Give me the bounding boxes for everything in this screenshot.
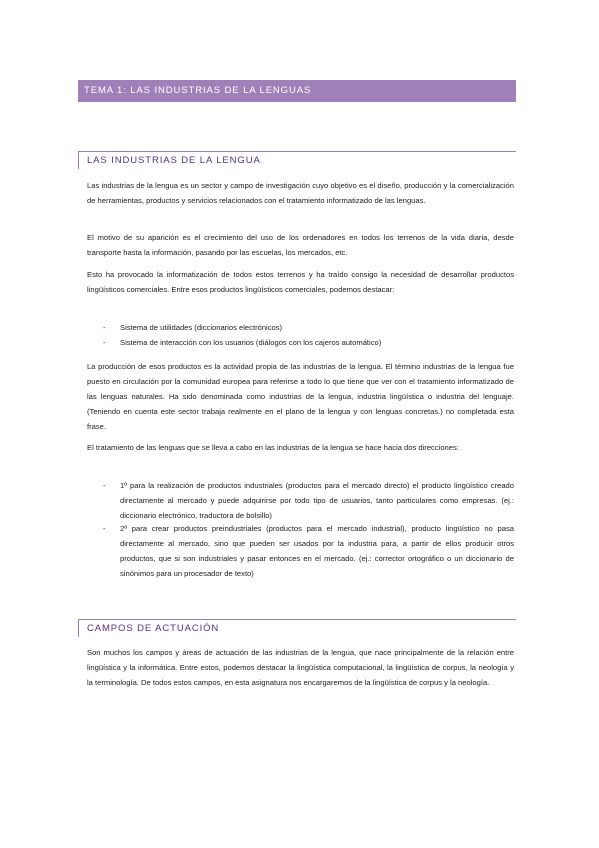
bullet-dash-icon: -: [103, 524, 106, 533]
section-heading-campos: CAMPOS DE ACTUACIÓN: [78, 619, 516, 637]
bullet-dash-icon: -: [103, 338, 106, 347]
section-heading-industrias: LAS INDUSTRIAS DE LA LENGUA: [78, 151, 516, 169]
list-item-text: 2º para crear productos preindustriales (productos para el mercado industrial), producto lingüístico no pasa directamente al mercado, sino que pueden ser usados por la industria para, a partir de ellos producir otros productos, que si son industriales y pasar entonces en el mercado. (ej.: corrector ortográfico o un diccionario de sinónimos para un procesador de texto): [120, 524, 514, 578]
bullet-dash-icon: -: [103, 481, 106, 490]
paragraph-text: Esto ha provocado la informatización de todos estos terrenos y ha traído consigo la necesidad de desarrollar productos lingüísticos comerciales. Entre esos productos lingüísticos comerciales, podemos destacar:: [87, 270, 514, 294]
paragraph-text: La producción de esos productos es la actividad propia de las industrias de la lengua. El término industrias de la lengua fue puesto en circulación por la comunidad europea para referirse a todo lo que tiene que ver con el tratamiento informatizado de las lenguas naturales. Ha sido denominada como industrias de la lengua, industria lingüística o industria del lenguaje. (Teniendo en cuenta este sector trabaja realmente en el plano de la lengua y con lenguas concretas.) no completada esta frase.: [87, 362, 514, 431]
paragraph-consecuencia: [87, 267, 514, 297]
paragraph-tratamiento: [87, 440, 514, 455]
list-item-text: 1º para la realización de productos industriales (productos para el mercado directo) el producto lingüístico creado directamente al mercado y puede adquirirse por todo tipo de usuarios, tanto particulares como empresas. (ej.: diccionario electrónico, traductora de bolsillo): [120, 481, 514, 520]
paragraph-motivo: [87, 230, 514, 260]
paragraph-text: El tratamiento de las lenguas que se lleva a cabo en las industrias de la lengua se hace hacia dos direcciones:: [87, 443, 459, 452]
paragraph-text: El motivo de su aparición es el crecimiento del uso de los ordenadores en todos los terrenos de la vida diaria, desde transporte hasta la información, pasando por las escuelas, los mercados, etc.: [87, 233, 514, 257]
list-item-text: Sistema de utilidades (diccionarios electrónicos): [120, 323, 283, 332]
paragraph-text: Son muchos los campos y áreas de actuación de las industrias de la lengua, que nace principalmente de la relación entre lingüística y la informática. Entre estos, podemos destacar la lingüística computacional, la lingüística de corpus, la neología y la terminología. De todos estos campos, en esta asignatura nos encargaremos de la lingüística de corpus y la neología.: [87, 648, 514, 687]
paragraph-produccion: [87, 359, 514, 434]
document-title: TEMA 1: LAS INDUSTRIAS DE LA LENGUAS: [78, 80, 516, 102]
paragraph-campos: [87, 645, 514, 690]
paragraph-definition: [87, 178, 514, 208]
paragraph-text: Las industrias de la lengua es un sector y campo de investigación cuyo objetivo es el diseño, producción y la comercialización de herramientas, productos y servicios relacionados con el tratamiento informatizado de las lenguas.: [87, 181, 514, 205]
list-item-text: Sistema de interacción con los usuarios (diálogos con los cajeros automático): [120, 338, 382, 347]
bullet-dash-icon: -: [103, 323, 106, 332]
